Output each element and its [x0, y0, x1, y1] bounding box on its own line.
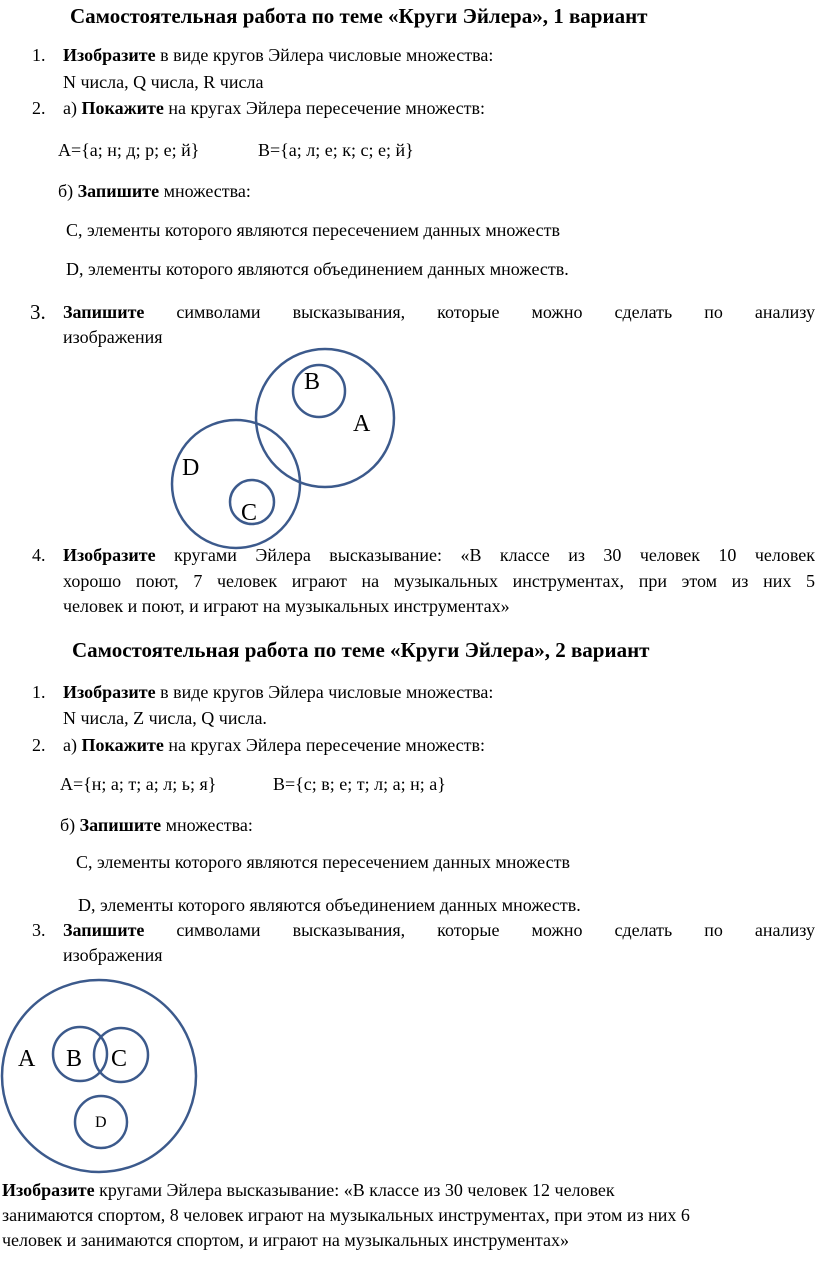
- v1-task3-text: символами высказывания, которые можно сделать по анализу: [144, 302, 815, 322]
- v2-task4-text: кругами Эйлера высказывание: «В классе из 30 человек 12 человек: [94, 1180, 615, 1200]
- v1-label-c: С: [241, 500, 258, 526]
- v2-task2-number: 2.: [32, 735, 46, 755]
- variant2-title: Самостоятельная работа по теме «Круги Эйлера», 2 вариант: [72, 638, 650, 662]
- v1-task2-b-prefix: б): [58, 181, 78, 201]
- v1-task4-bold: Изобразите: [63, 545, 156, 565]
- v1-label-a: А: [353, 411, 371, 437]
- v2-task3-text: символами высказывания, которые можно сделать по анализу: [144, 920, 815, 940]
- v1-task1-line2: N числа, Q числа, R числа: [63, 72, 264, 92]
- v2-task1-line2: N числа, Z числа, Q числа.: [63, 708, 267, 728]
- v1-task2-number: 2.: [32, 98, 46, 118]
- v1-task1-number: 1.: [32, 45, 46, 65]
- v1-label-d: D: [182, 455, 200, 481]
- v1-line-c: С, элементы которого являются пересечением данных множеств: [66, 220, 560, 240]
- v2-task2-a-bold: Покажите: [81, 735, 164, 755]
- v1-label-b: В: [304, 369, 321, 395]
- v2-task4-line2: занимаются спортом, 8 человек играют на музыкальных инструментах, при этом из них 6: [2, 1205, 690, 1225]
- v2-task3-number: 3.: [32, 920, 46, 940]
- v1-task4-number: 4.: [32, 545, 46, 565]
- v1-task2-b-text: множества:: [159, 181, 251, 201]
- v1-set-a: А={а; н; д; р; е; й}: [58, 140, 200, 160]
- v2-label-b: В: [66, 1046, 83, 1072]
- v2-line-d: D, элементы которого являются объединением данных множеств.: [78, 895, 581, 915]
- v2-task2-a-prefix: а): [63, 735, 82, 755]
- v1-task2-a-bold: Покажите: [81, 98, 164, 118]
- v2-label-c: С: [111, 1046, 128, 1072]
- v2-set-b: В={с; в; е; т; л; а; н; а}: [273, 774, 446, 794]
- v2-task3-bold: Запишите: [63, 920, 145, 940]
- variant1-title: Самостоятельная работа по теме «Круги Эйлера», 1 вариант: [70, 4, 648, 28]
- v1-task2-a-prefix: а): [63, 98, 82, 118]
- v2-line-c: С, элементы которого являются пересечением данных множеств: [76, 852, 570, 872]
- v1-set-b: В={а; л; е; к; с; е; й}: [258, 140, 414, 160]
- v1-task1-bold: Изобразите: [63, 45, 156, 65]
- v1-task2-b-bold: Запишите: [77, 181, 160, 201]
- v2-task3-line2: изображения: [63, 945, 163, 965]
- v2-task1-number: 1.: [32, 682, 46, 702]
- v2-task1-text: в виде кругов Эйлера числовые множества:: [155, 682, 494, 702]
- v2-task2-a-text: на кругах Эйлера пересечение множеств:: [163, 735, 485, 755]
- v1-task1-text: в виде кругов Эйлера числовые множества:: [155, 45, 494, 65]
- v2-label-d: D: [95, 1114, 107, 1131]
- v1-task3-line2: изображения: [63, 327, 163, 347]
- v2-task2-b-prefix: б): [60, 815, 80, 835]
- v2-task4-bold: Изобразите: [2, 1180, 95, 1200]
- v1-task3-bold: Запишите: [63, 302, 145, 322]
- v2-task2-b-bold: Запишите: [79, 815, 162, 835]
- v2-set-a: А={н; а; т; а; л; ь; я}: [60, 774, 217, 794]
- v2-circle-a: [2, 980, 196, 1172]
- v2-task4-line1: [2, 1180, 615, 1201]
- v1-task3-number: 3.: [30, 300, 46, 324]
- v2-task2-b-text: множества:: [161, 815, 253, 835]
- v1-task4-text: кругами Эйлера высказывание: «В классе из 30 человек 10 человек: [155, 545, 815, 565]
- v2-task4-line3: человек и занимаются спортом, и играют на музыкальных инструментах»: [2, 1230, 569, 1250]
- v1-task4-line2: хорошо поют, 7 человек играют на музыкальных инструментах, при этом из них 5: [63, 571, 815, 591]
- v1-line-d: D, элементы которого являются объединением данных множеств.: [66, 259, 569, 279]
- v2-label-a: А: [18, 1046, 36, 1072]
- v1-task4-line3: человек и поют, и играют на музыкальных инструментах»: [63, 596, 510, 616]
- v2-task1-bold: Изобразите: [63, 682, 156, 702]
- v1-task2-a-text: на кругах Эйлера пересечение множеств:: [163, 98, 485, 118]
